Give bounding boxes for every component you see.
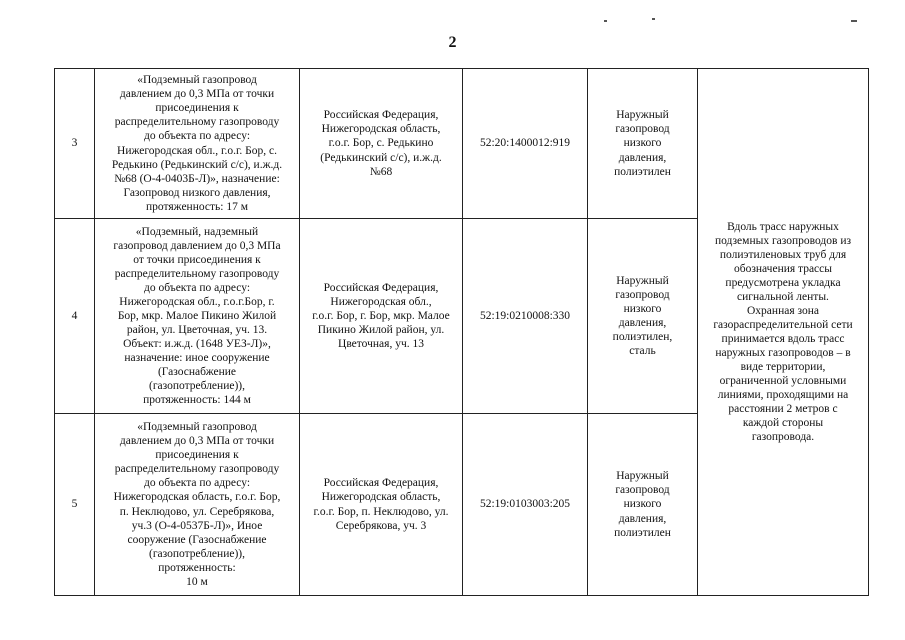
- object-name: «Подземный газопровод давлением до 0,3 МПа от точки присоединения к распределительному газопроводу до объекта по адресу: Нижегородская обл., г.о.г. Бор, с. Редькино (Редькинский с/с), и.ж.д. №68 (О-4-0403Б-Л)», назначение: Газопровод низкого давления, протяженность: 17 м: [95, 69, 300, 219]
- cadastral-number: 52:20:1400012:919: [463, 69, 588, 219]
- object-name: «Подземный, надземный газопровод давлением до 0,3 МПа от точки присоединения к распределительному газопроводу до объекта по адресу: Нижегородская обл., г.о.г.Бор, г. Бор, мкр. Малое Пикино Жилой район, ул. Цветочная, уч. 13. Объект: и.ж.д. (1648 УЕЗ-Л)», назначение: иное сооружение (Газоснабжение (газопотребление)), протяженность: 144 м: [95, 219, 300, 414]
- scan-artifact: [604, 20, 607, 22]
- protection-zone-note: Вдоль трасс наружных подземных газопроводов из полиэтиленовых труб для обозначения трассы предусмотрена укладка сигнальной ленты. Охранная зона газораспределительной сети принимается вдоль трасс наружных газопроводов – в виде территории, ограниченной условными линиями, проходящими на расстоянии 2 метров с каждой стороны газопровода.: [698, 69, 869, 596]
- scan-artifact: [851, 20, 857, 22]
- pipeline-type: Наружный газопровод низкого давления, полиэтилен, сталь: [588, 219, 698, 414]
- pipeline-type: Наружный газопровод низкого давления, полиэтилен: [588, 414, 698, 596]
- scan-artifact: [652, 18, 655, 20]
- object-name: «Подземный газопровод давлением до 0,3 МПа от точки присоединения к распределительному газопроводу до объекта по адресу: Нижегородская область, г.о.г. Бор, п. Неклюдово, ул. Серебрякова, уч.3 (О-4-0537Б-Л)», Иное сооружение (Газоснабжение (газопотребление)), протяженность: 10 м: [95, 414, 300, 596]
- object-address: Российская Федерация, Нижегородская область, г.о.г. Бор, с. Редькино (Редькинский с/с), и.ж.д. №68: [300, 69, 463, 219]
- gas-pipeline-table: [54, 68, 869, 596]
- row-number: 4: [55, 219, 95, 414]
- object-address: Российская Федерация, Нижегородская область, г.о.г. Бор, п. Неклюдово, ул. Серебрякова, уч. 3: [300, 414, 463, 596]
- row-number: 3: [55, 69, 95, 219]
- pipeline-type: Наружный газопровод низкого давления, полиэтилен: [588, 69, 698, 219]
- cadastral-number: 52:19:0103003:205: [463, 414, 588, 596]
- cadastral-number: 52:19:0210008:330: [463, 219, 588, 414]
- table-row: [55, 69, 869, 219]
- page-number: 2: [448, 34, 457, 51]
- object-address: Российская Федерация, Нижегородская обл., г.о.г. Бор, г. Бор, мкр. Малое Пикино Жилой район, ул. Цветочная, уч. 13: [300, 219, 463, 414]
- row-number: 5: [55, 414, 95, 596]
